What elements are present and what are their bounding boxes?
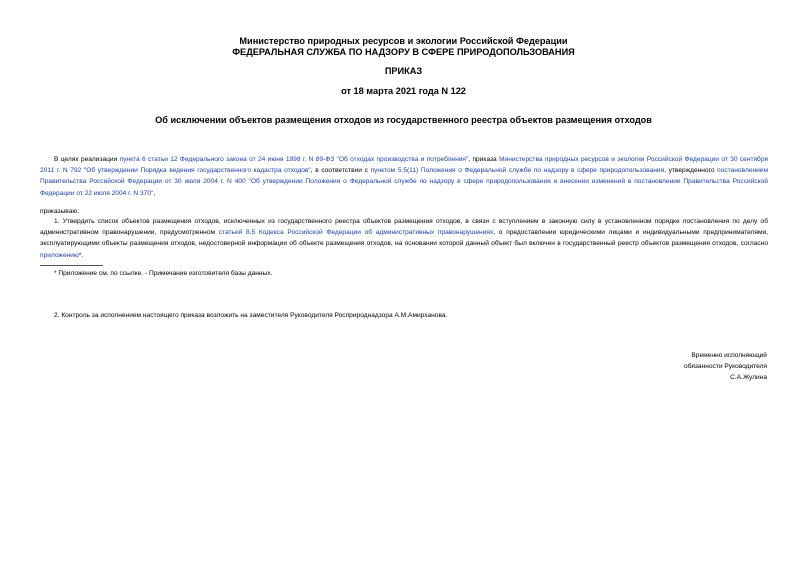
preamble-text-1: В целях реализации — [54, 156, 120, 163]
item-1-text-1: 1. Утвердить список объектов размещения отходов, исключенных из государственного реестра объектов размещения отходов, в связи с вступлением в законную силу в установленном порядке постановления по делу об административном правонарушении, предусмотренном — [40, 218, 768, 237]
preamble-text-5: , — [153, 189, 156, 197]
preamble-text-3: , в соответствии с — [310, 167, 371, 175]
item-1-text-2: , о предоставлении юридическими лицами и индивидуальными предпринимателями, эксплуатирующими объекты размещения отходов, недостоверной информации об объекте размещения отходов, на основании которой данный объект был включен в государственный реестр объектов размещения отходов, согласно — [40, 229, 768, 248]
footnote: * Приложение см. по ссылке. - Примечание изготовителя базы данных. — [54, 270, 273, 277]
item-1-paragraph — [40, 216, 768, 261]
item-2-paragraph: 2. Контроль за исполнением настоящего приказа возложить на заместителя Руководителя Росприроднадзора А.М.Амирханова. — [54, 312, 448, 319]
footnote-divider — [40, 265, 103, 266]
preamble-paragraph — [40, 154, 768, 199]
ministry-name: Министерство природных ресурсов и экологии Российской Федерации — [239, 36, 568, 46]
link-minprirody-order-792[interactable]: Министерства природных ресурсов и экологии Российской Федерации от 30 сентября 2011 г. N 792 "Об утверждении Порядка ведения государственного кадастра отходов" — [40, 156, 768, 175]
signature-name: С.А.Жулина — [730, 374, 767, 381]
signature-line-1: Временно исполняющий — [691, 352, 767, 359]
link-regulation-point[interactable]: пунктом 5.5(11) Положения о Федеральной службе по надзору в сфере природопользования — [370, 167, 665, 175]
signature-line-2: обязанности Руководителя — [684, 363, 767, 370]
document-type: ПРИКАЗ — [384, 66, 423, 76]
link-koap-article-8-5[interactable]: статьей 8.5 Кодекса Российской Федерации об административных правонарушениях — [218, 229, 494, 237]
order-word: приказываю: — [40, 208, 80, 215]
service-name: ФЕДЕРАЛЬНАЯ СЛУЖБА ПО НАДЗОРУ В СФЕРЕ ПРИРОДОПОЛЬЗОВАНИЯ — [232, 47, 575, 57]
preamble-text-2: , приказа — [468, 156, 500, 163]
link-appendix[interactable]: приложению — [40, 251, 79, 259]
link-government-decree-400[interactable]: постановлением Правительства Российской Федерации от 30 июля 2004 г. N 400 "Об утверждении Положения о Федеральной службе по надзору в сфере природопользования и внесении изменений в постановление Правительства Российской Федерации от 22 июля 2004 г. N 370" — [40, 167, 768, 197]
link-federal-law-89[interactable]: пункта 6 статьи 12 Федерального закона от 24 июня 1998 г. N 89-ФЗ "Об отходах производства и потребления" — [119, 156, 469, 163]
preamble-text-4: , утвержденного — [664, 167, 718, 175]
document-date-number: от 18 марта 2021 года N 122 — [341, 86, 466, 96]
document-title: Об исключении объектов размещения отходов из государственного реестра объектов размещения отходов — [155, 115, 652, 125]
item-1-text-3: *. — [78, 251, 84, 259]
